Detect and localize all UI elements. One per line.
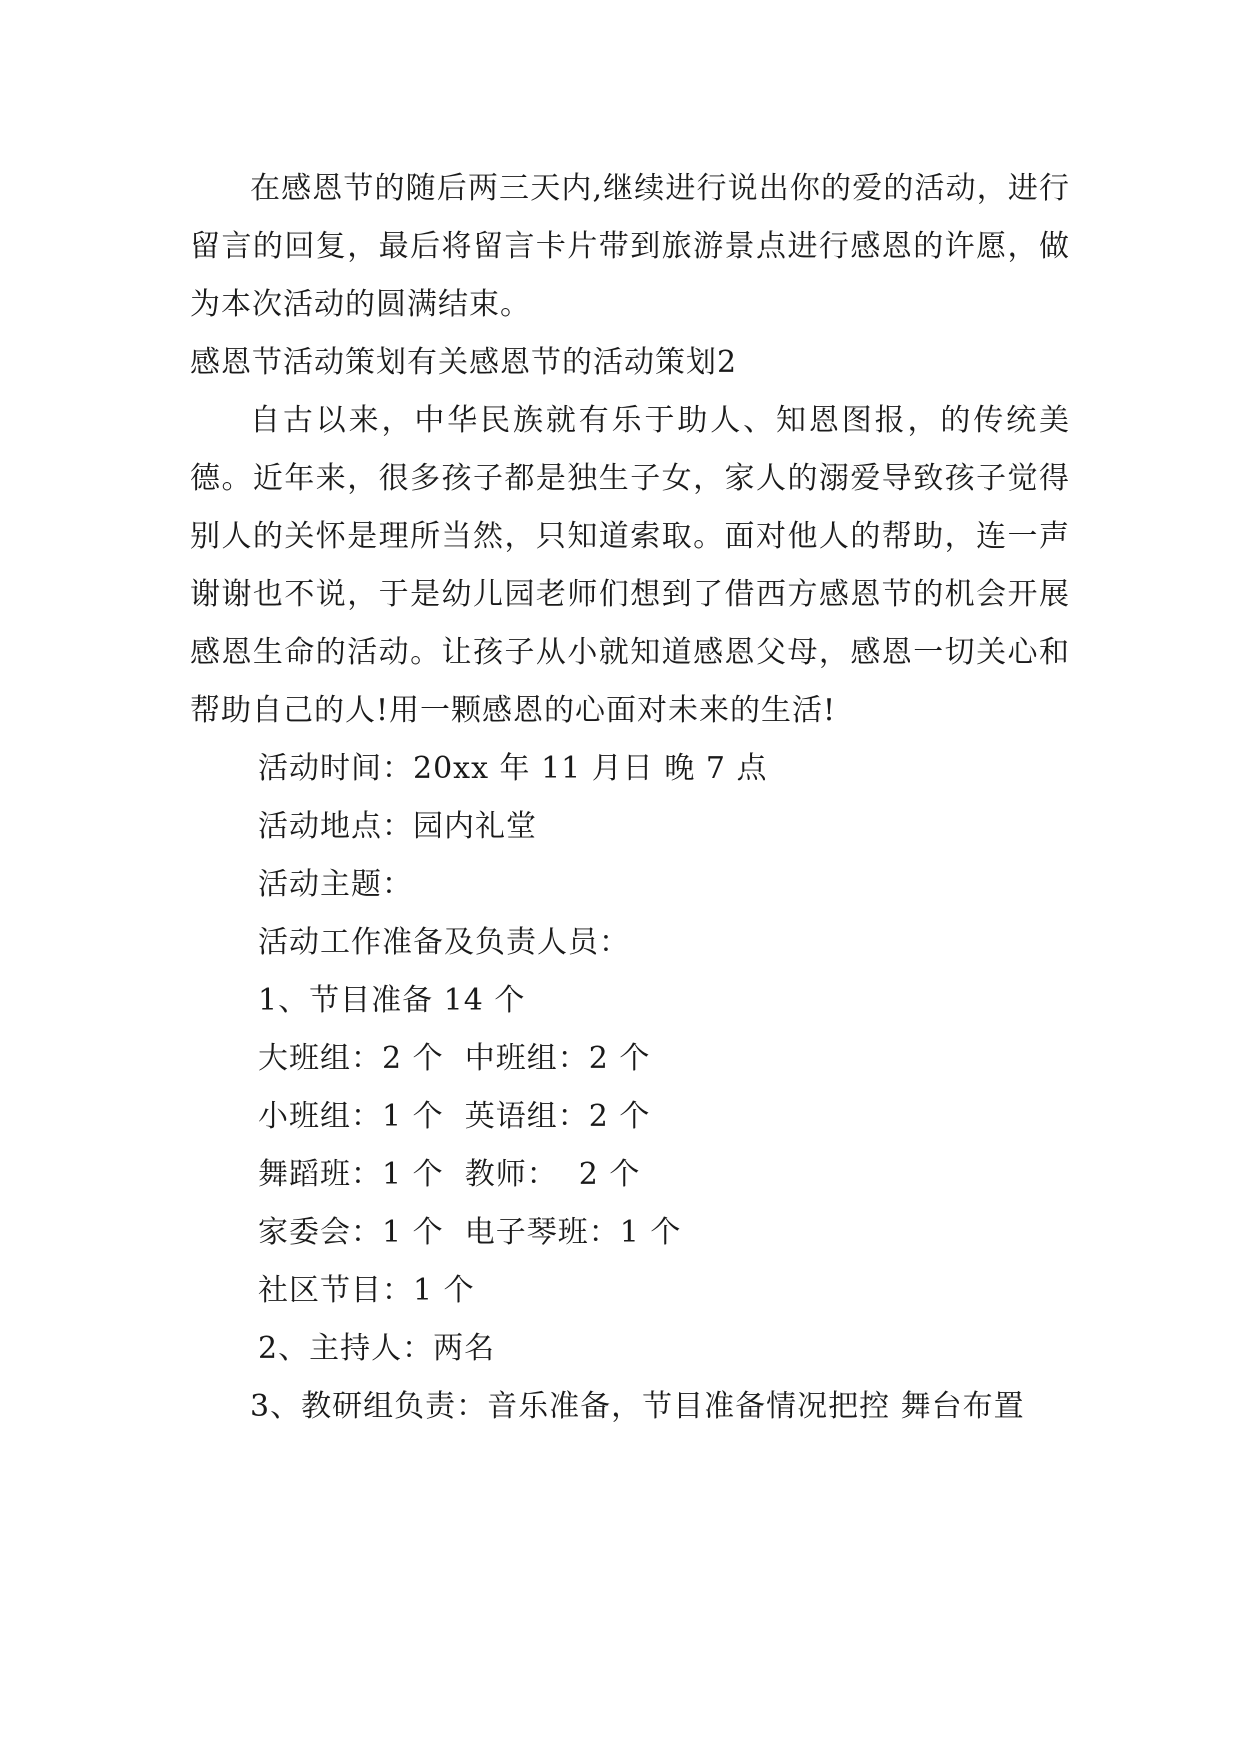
program-row-3: 舞蹈班：1 个 教师： 2 个 [258, 1157, 641, 1192]
paragraph-introduction: 自古以来，中华民族就有乐于助人、知恩图报，的传统美德。近年来，很多孩子都是独生子女，家人的溺爱导致孩子觉得别人的关怀是理所当然，只知道索取。面对他人的帮助，连一声谢谢也不说，于是幼儿园老师们想到了借西方感恩节的机会开展感恩生命的活动。让孩子从小就知道感恩父母，感恩一切关心和帮助自己的人!用一颗感恩的心面对未来的生活! [190, 403, 1070, 728]
paragraph-closing-activity: 在感恩节的随后两三天内,继续进行说出你的爱的活动，进行留言的回复，最后将留言卡片带到旅游景点进行感恩的许愿，做为本次活动的圆满结束。 [190, 171, 1070, 322]
document-body [190, 160, 1070, 1436]
program-row-5: 社区节目：1 个 [258, 1273, 475, 1308]
research-group-duty: 3、教研组负责：音乐准备，节目准备情况把控 舞台布置 [250, 1389, 1025, 1424]
activity-location: 活动地点：园内礼堂 [258, 809, 537, 844]
program-row-1: 大班组：2 个 中班组：2 个 [258, 1041, 651, 1076]
program-count: 1、节目准备 14 个 [258, 983, 526, 1018]
preparation-heading: 活动工作准备及负责人员： [258, 925, 630, 960]
program-row-4: 家委会：1 个 电子琴班：1 个 [258, 1215, 682, 1250]
host-info: 2、主持人：两名 [258, 1331, 496, 1366]
activity-theme: 活动主题： [258, 867, 413, 902]
program-row-2: 小班组：1 个 英语组：2 个 [258, 1099, 651, 1134]
activity-time: 活动时间：20xx 年 11 月日 晚 7 点 [258, 751, 768, 786]
section-heading: 感恩节活动策划有关感恩节的活动策划2 [190, 345, 738, 380]
